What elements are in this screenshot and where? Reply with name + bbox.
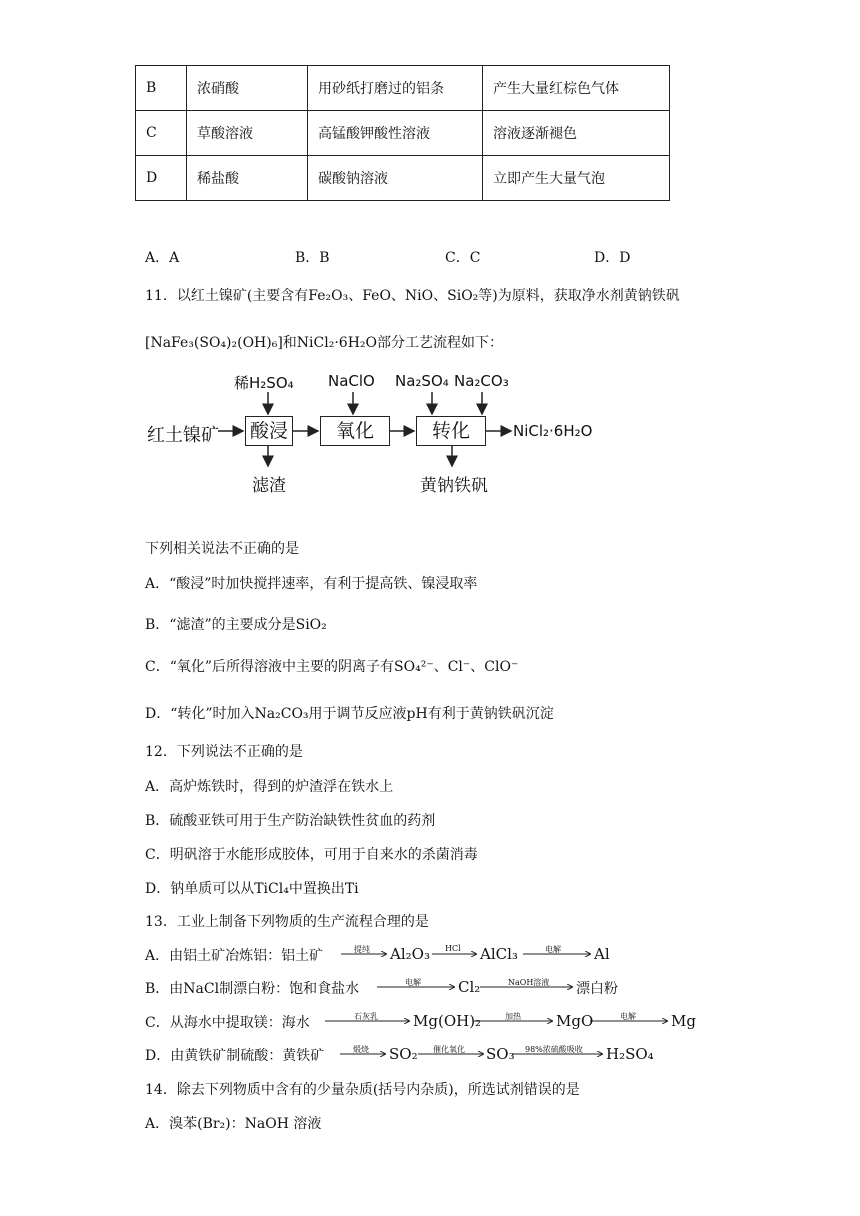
reaction-species: SO₂ [389, 1045, 418, 1063]
reaction-species: SO₃ [486, 1045, 515, 1063]
reaction-species: H₂SO₄ [606, 1045, 654, 1063]
reaction-condition: 石灰乳 [354, 1012, 378, 1021]
q11-stem-line2: [NaFe₃(SO₄)₂(OH)₆]和NiCl₂·6H₂O部分工艺流程如下： [145, 335, 503, 351]
q11-stem-line1: 11．以红土镍矿(主要含有Fe₂O₃、FeO、NiO、SiO₂等)为原料，获取净水剂黄钠铁矾 [145, 288, 680, 304]
table-cell: 浓硝酸 [187, 66, 308, 111]
reaction-condition: 加热 [505, 1012, 521, 1021]
reaction-species: Al [594, 945, 610, 963]
reaction-species: MgO [556, 1012, 594, 1030]
q13-option-b: B．由NaCl制漂白粉：饱和食盐水 [145, 981, 360, 997]
reaction-condition: 催化氧化 [433, 1045, 465, 1054]
q11-option-d: D．“转化”时加入Na₂CO₃用于调节反应液pH有利于黄钠铁矾沉淀 [145, 706, 554, 722]
reaction-species: Cl₂ [458, 978, 481, 996]
reaction-condition: 98%浓硫酸吸收 [525, 1045, 583, 1054]
q11-prompt: 下列相关说法不正确的是 [145, 541, 299, 557]
table-cell: 草酸溶液 [187, 111, 308, 156]
table-cell: 用砂纸打磨过的铝条 [308, 66, 483, 111]
answer-option: D．D [594, 250, 631, 266]
q11-option-b: B．“滤渣”的主要成分是SiO₂ [145, 617, 327, 633]
table-cell: 高锰酸钾酸性溶液 [308, 111, 483, 156]
reaction-species: Mg(OH)₂ [413, 1012, 482, 1030]
reaction-condition: 电解 [620, 1012, 636, 1021]
reaction-condition: 电解 [405, 978, 421, 987]
q13-option-d: D．由黄铁矿制硫酸：黄铁矿 [145, 1048, 325, 1064]
reaction-condition: HCl [445, 944, 461, 953]
q11-option-c: C．“氧化”后所得溶液中主要的阴离子有SO₄²⁻、Cl⁻、ClO⁻ [145, 659, 519, 675]
table-cell: 碳酸钠溶液 [308, 156, 483, 201]
q13-option-a: A．由铝土矿冶炼铝：铝土矿 [145, 948, 324, 964]
q11-option-a: A．“酸浸”时加快搅拌速率，有利于提高铁、镍浸取率 [145, 576, 478, 592]
q14-stem: 14．除去下列物质中含有的少量杂质(括号内杂质)，所选试剂错误的是 [145, 1082, 580, 1098]
flow-product: NiCl₂·6H₂O [513, 422, 593, 440]
answer-option: B．B [295, 250, 330, 266]
flow-output-residue: 滤渣 [252, 476, 286, 496]
flow-start: 红土镍矿 [147, 425, 219, 446]
q13-reaction-arrows [0, 930, 860, 1070]
q12-option-b: B．硫酸亚铁可用于生产防治缺铁性贫血的药剂 [145, 813, 436, 829]
flow-input-na2so4: Na₂SO₄ [395, 372, 449, 390]
q14-option-a: A．溴苯(Br₂)：NaOH 溶液 [145, 1116, 322, 1132]
flow-input-naclo: NaClO [328, 372, 375, 390]
table-cell: B [136, 66, 187, 111]
table-cell: 溶液逐渐褪色 [483, 111, 670, 156]
answer-option: A．A [145, 250, 180, 266]
q12-option-a: A．高炉炼铁时，得到的炉渣浮在铁水上 [145, 779, 394, 795]
q13-stem: 13．工业上制备下列物质的生产流程合理的是 [145, 914, 429, 930]
flow-input-acid: 稀H₂SO₄ [234, 374, 294, 392]
q13-option-c: C．从海水中提取镁：海水 [145, 1015, 310, 1031]
reaction-species: Al₂O₃ [390, 945, 430, 963]
reaction-condition: 提纯 [354, 945, 370, 954]
table-cell: 立即产生大量气泡 [483, 156, 670, 201]
q12-stem: 12．下列说法不正确的是 [145, 744, 303, 760]
q12-option-d: D．钠单质可以从TiCl₄中置换出Ti [145, 881, 359, 897]
flow-box-conversion: 转化 [416, 416, 486, 446]
table-cell: C [136, 111, 187, 156]
table-cell: 产生大量红棕色气体 [483, 66, 670, 111]
table-cell: D [136, 156, 187, 201]
reaction-species: Mg [671, 1012, 696, 1030]
flow-output-jarosite: 黄钠铁矾 [420, 476, 488, 496]
flow-box-acid-leach: 酸浸 [245, 416, 293, 446]
reaction-species: AlCl₃ [480, 945, 518, 963]
reaction-condition: 煅烧 [353, 1045, 369, 1054]
q12-option-c: C．明矾溶于水能形成胶体，可用于自来水的杀菌消毒 [145, 847, 478, 863]
answer-option: C．C [445, 250, 481, 266]
flow-input-na2co3: Na₂CO₃ [454, 372, 509, 390]
reaction-species: 漂白粉 [576, 981, 618, 997]
reaction-condition: NaOH溶液 [508, 978, 550, 987]
table-cell: 稀盐酸 [187, 156, 308, 201]
flow-box-oxidation: 氧化 [320, 416, 390, 446]
reaction-condition: 电解 [545, 945, 561, 954]
